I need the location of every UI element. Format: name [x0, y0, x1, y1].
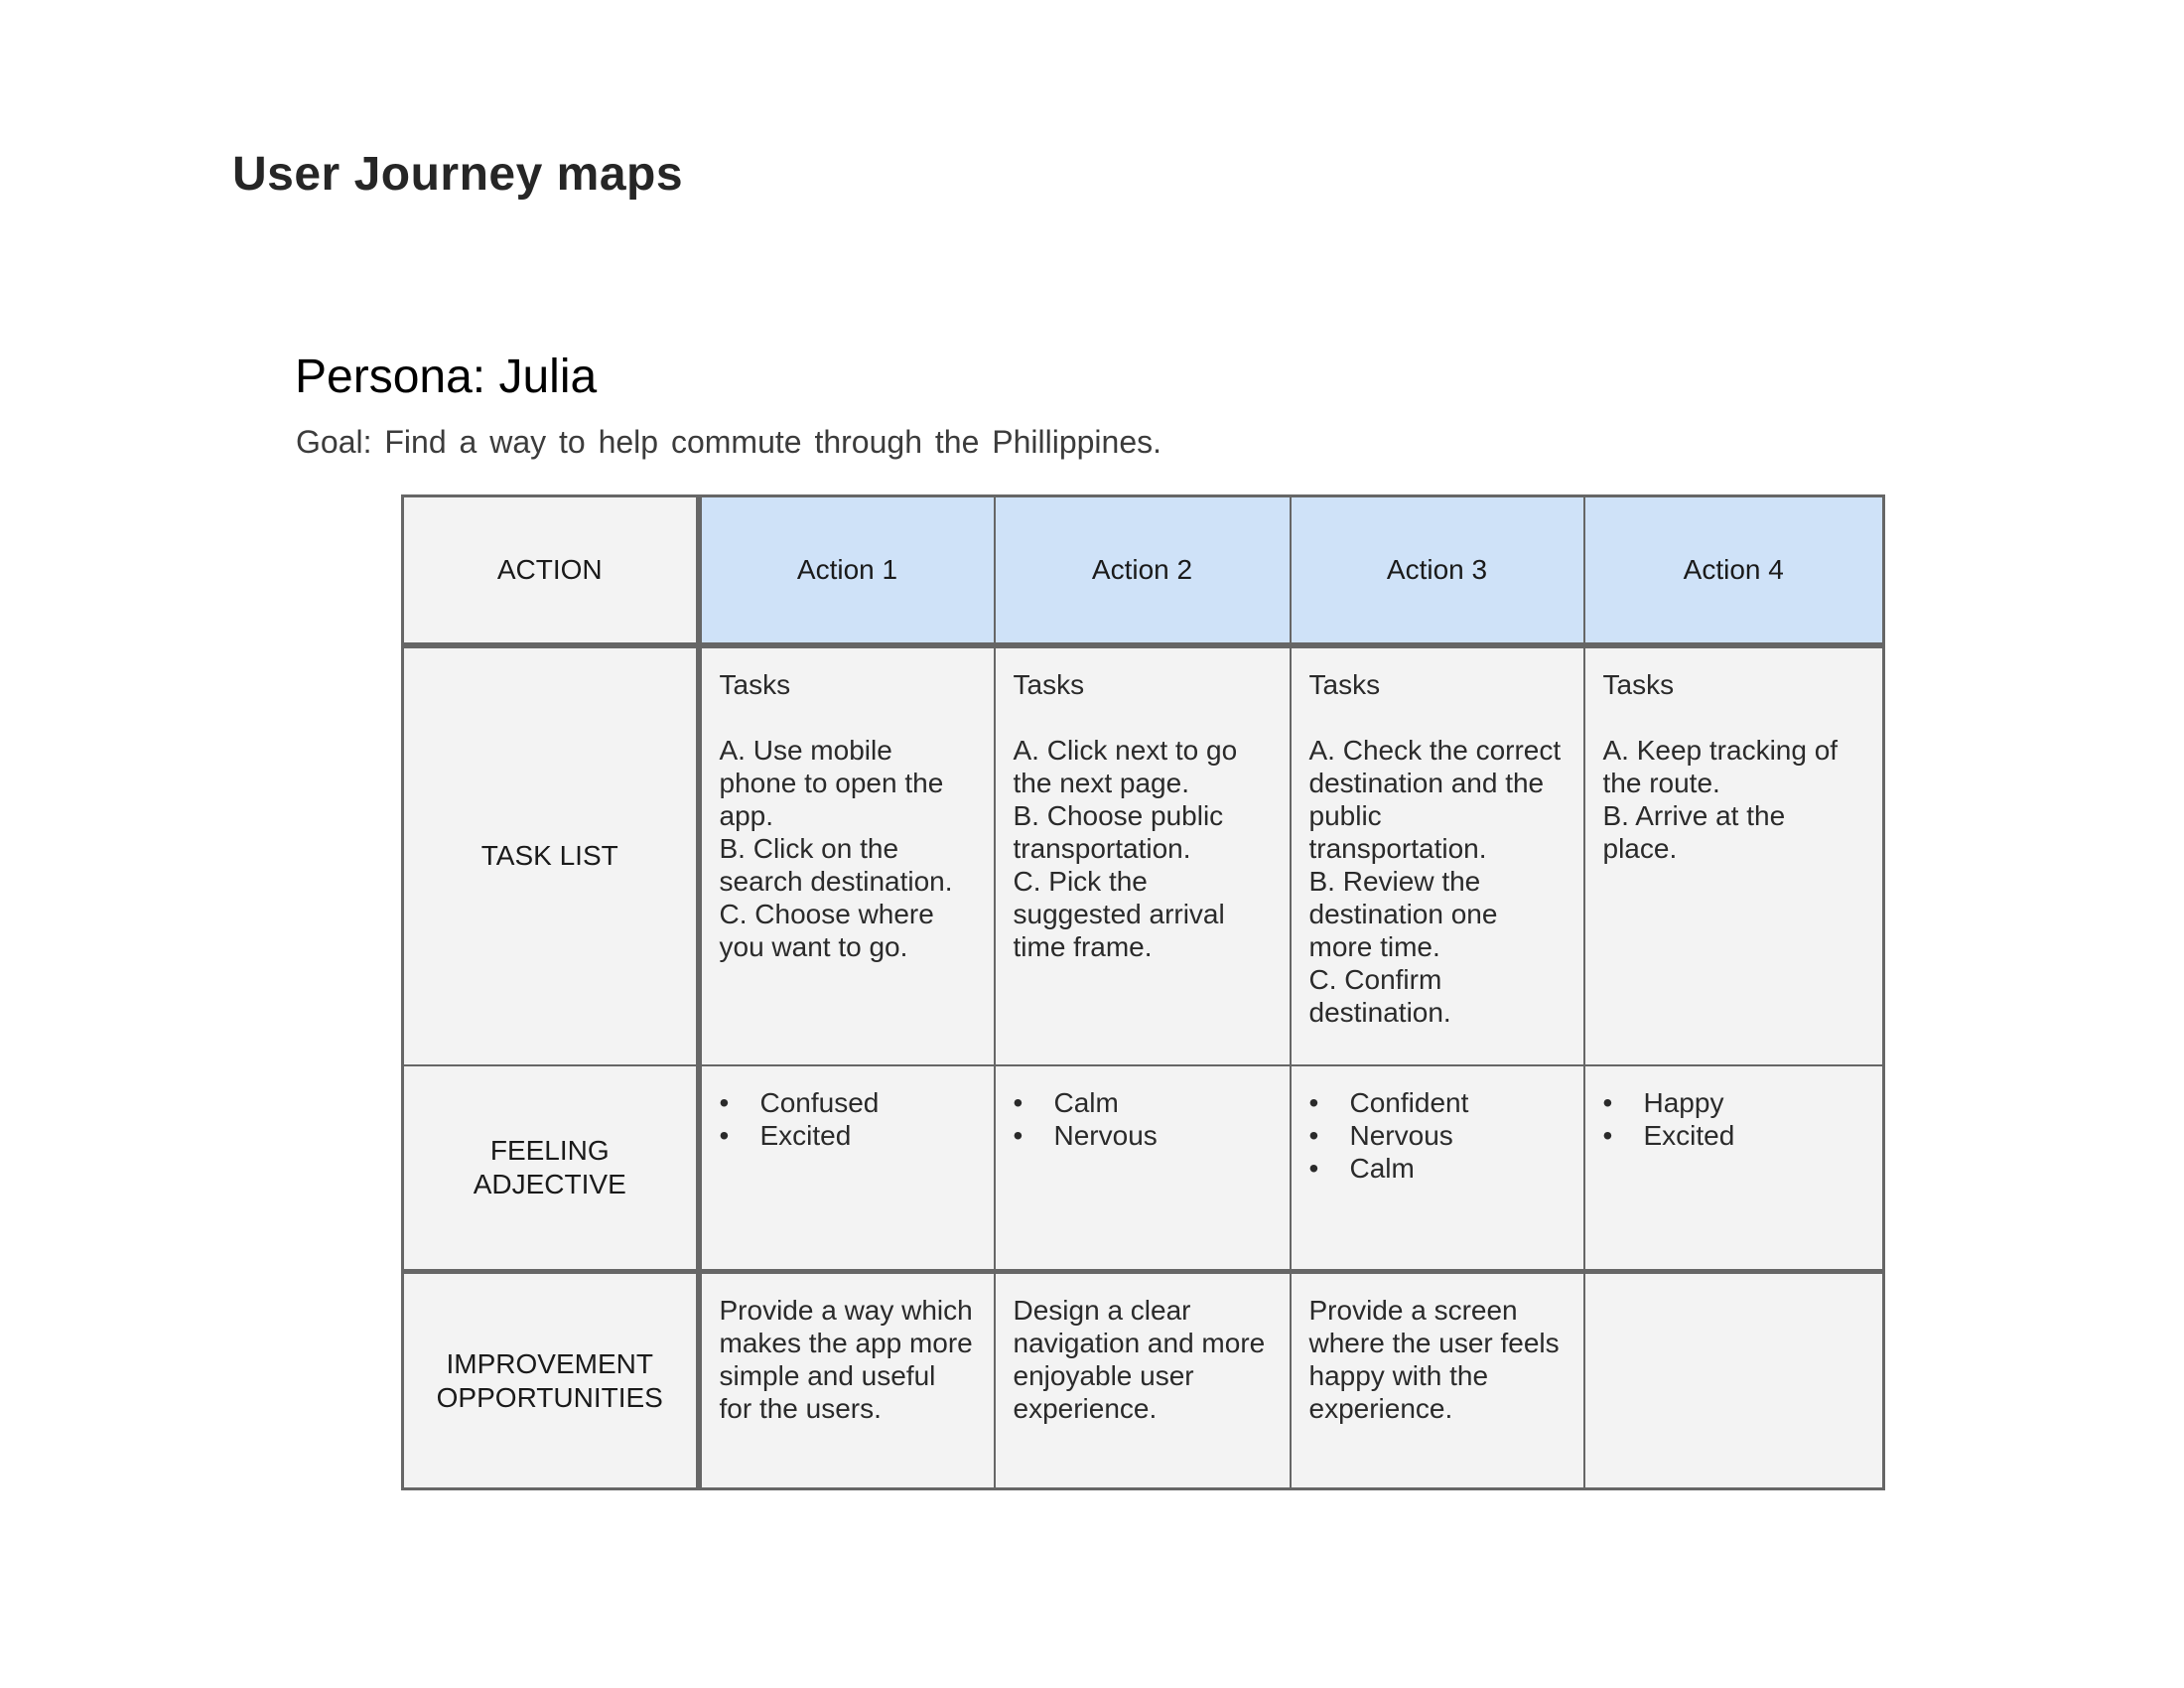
- feeling-cell: [995, 1065, 1291, 1272]
- task-cell: [1584, 645, 1884, 1065]
- goal-text: Goal: Find a way to help commute through the Phillippines.: [296, 424, 1162, 460]
- feeling-cell: [699, 1065, 995, 1272]
- improvement-row: [403, 1272, 1884, 1489]
- task-item: B. Review the destination one more time.: [1308, 865, 1498, 962]
- feeling-item: • Confident: [1308, 1086, 1469, 1118]
- action-header: Action 4: [1584, 496, 1884, 645]
- page-title: User Journey maps: [232, 148, 684, 201]
- feeling-row: [403, 1065, 1884, 1272]
- task-item: C. Pick the suggested arrival time frame.: [1013, 865, 1225, 962]
- feeling-item: • Calm: [1308, 1152, 1415, 1184]
- feeling-list: [720, 1086, 976, 1152]
- feeling-cell: [1584, 1065, 1884, 1272]
- task-cell: [699, 645, 995, 1065]
- task-cell: [1291, 645, 1584, 1065]
- task-item: C. Confirm destination.: [1308, 963, 1451, 1028]
- task-item: B. Arrive at the place.: [1602, 799, 1786, 864]
- task-list-row: [403, 645, 1884, 1065]
- task-item: A. Keep tracking of the route.: [1602, 734, 1839, 798]
- action-header: Action 1: [699, 496, 995, 645]
- tasks-heading: Tasks: [1602, 668, 1675, 700]
- row-label-action: ACTION: [403, 496, 699, 645]
- improvement-cell: Provide a screen where the user feels happy with the experience.: [1291, 1272, 1584, 1489]
- tasks-heading: Tasks: [719, 668, 791, 700]
- feeling-list: [1603, 1086, 1865, 1152]
- feeling-item: • Excited: [719, 1119, 852, 1151]
- improvement-cell: Design a clear navigation and more enjoyable user experience.: [995, 1272, 1291, 1489]
- persona-heading: Persona: Julia: [295, 351, 598, 403]
- feeling-list: [1309, 1086, 1566, 1185]
- action-header: Action 2: [995, 496, 1291, 645]
- improvement-cell: Provide a way which makes the app more simple and useful for the users.: [699, 1272, 995, 1489]
- tasks-heading: Tasks: [1013, 668, 1085, 700]
- journey-map-table: [401, 494, 1885, 1490]
- feeling-item: • Confused: [719, 1086, 880, 1118]
- action-header: Action 3: [1291, 496, 1584, 645]
- feeling-item: • Calm: [1013, 1086, 1119, 1118]
- task-item: C. Choose where you want to go.: [719, 898, 934, 962]
- feeling-item: • Excited: [1602, 1119, 1735, 1151]
- action-row: [403, 496, 1884, 645]
- task-item: A. Click next to go the next page.: [1013, 734, 1238, 798]
- feeling-cell: [1291, 1065, 1584, 1272]
- improvement-cell: [1584, 1272, 1884, 1489]
- feeling-item: • Nervous: [1308, 1119, 1453, 1151]
- row-label-feeling: FEELING ADJECTIVE: [403, 1065, 699, 1272]
- task-item: A. Check the correct destination and the public transportation.: [1308, 734, 1562, 864]
- task-cell: [995, 645, 1291, 1065]
- feeling-item: • Nervous: [1013, 1119, 1158, 1151]
- task-item: B. Choose public transportation.: [1013, 799, 1224, 864]
- task-item: B. Click on the search destination.: [719, 832, 953, 897]
- tasks-heading: Tasks: [1308, 668, 1381, 700]
- feeling-item: • Happy: [1602, 1086, 1724, 1118]
- task-item: A. Use mobile phone to open the app.: [719, 734, 944, 831]
- row-label-task-list: TASK LIST: [403, 645, 699, 1065]
- feeling-list: [1014, 1086, 1272, 1152]
- row-label-improvement: IMPROVEMENT OPPORTUNITIES: [403, 1272, 699, 1489]
